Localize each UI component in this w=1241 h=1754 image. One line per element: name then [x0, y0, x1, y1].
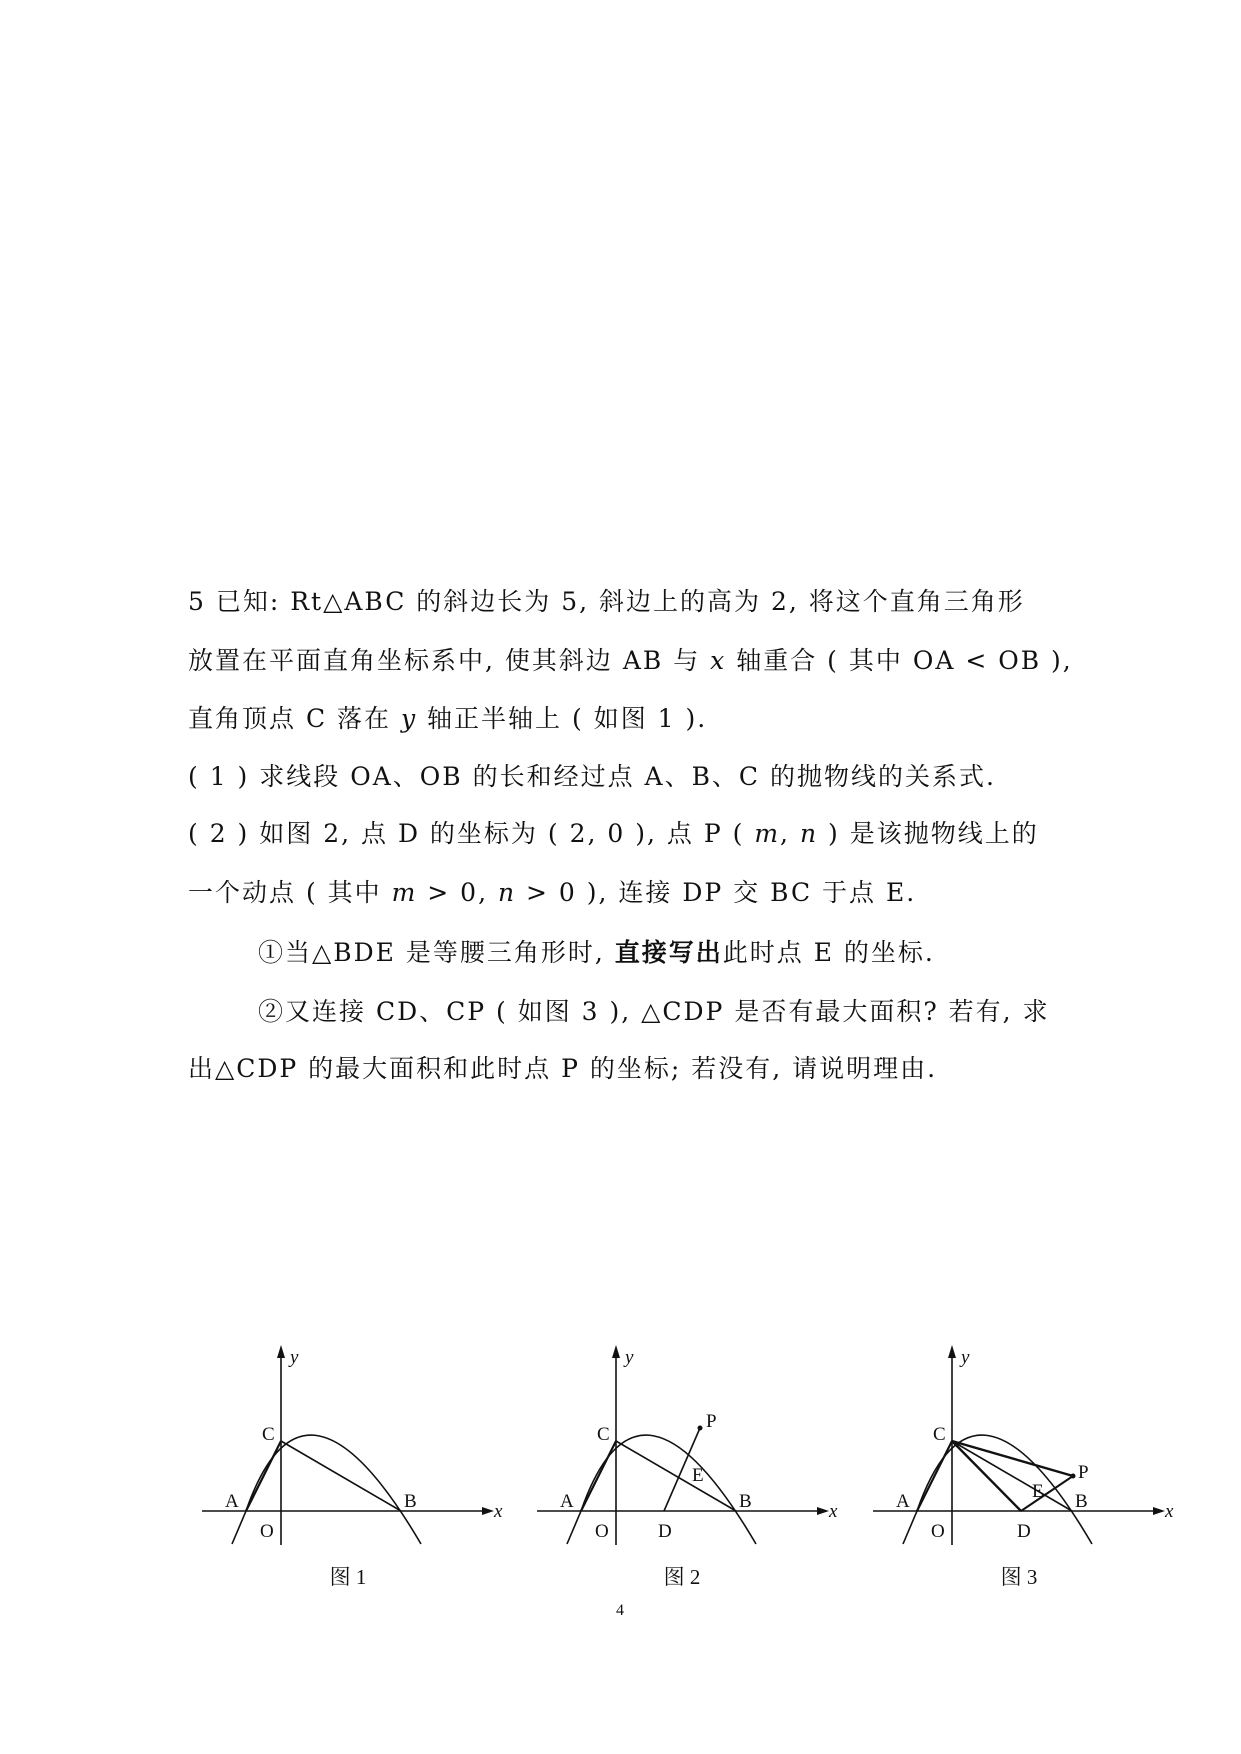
segment-AC: [917, 1441, 952, 1511]
label-C: C: [933, 1424, 946, 1445]
segment-AC: [581, 1441, 616, 1511]
y-axis-arrow-icon: [277, 1345, 285, 1358]
figure-2-caption: 图 2: [663, 1565, 701, 1589]
figure-1: [200, 1345, 503, 1555]
segment-DP: [1021, 1476, 1073, 1511]
figure-3-diagram: [871, 1345, 1174, 1555]
question-1: ( 1 ) 求线段 OA、OB 的长和经过点 A、B、C 的抛物线的关系式.: [188, 762, 996, 791]
label-y: y: [625, 1347, 634, 1368]
question-2-cont: 一个动点 ( 其中 m > 0, n > 0 ), 连接 DP 交 BC 于点 E.: [188, 878, 917, 907]
y-axis-arrow-icon: [948, 1345, 956, 1358]
label-P: P: [1078, 1462, 1089, 1483]
var-n: n: [799, 819, 819, 848]
label-x: x: [1165, 1501, 1174, 1522]
segment-AC: [246, 1441, 281, 1511]
label-O: O: [595, 1521, 609, 1542]
var-y: y: [400, 704, 418, 733]
page-number: 4: [616, 1602, 624, 1619]
label-x: x: [829, 1501, 838, 1522]
sub-question-2: ②又连接 CD、CP ( 如图 3 ), △CDP 是否有最大面积? 若有, 求: [258, 997, 1050, 1026]
segment-CB: [281, 1441, 401, 1511]
label-y: y: [290, 1347, 299, 1368]
figure-3: [871, 1345, 1174, 1555]
var-m: m: [391, 878, 418, 907]
label-O: O: [931, 1521, 945, 1542]
sub-question-2-cont: 出△CDP 的最大面积和此时点 P 的坐标; 若没有, 请说明理由.: [188, 1054, 938, 1083]
figure-2: [535, 1345, 838, 1555]
point-P: [698, 1426, 703, 1431]
label-x: x: [494, 1501, 503, 1522]
label-B: B: [1075, 1491, 1088, 1512]
label-D: D: [658, 1521, 672, 1542]
label-C: C: [597, 1424, 610, 1445]
label-A: A: [896, 1491, 910, 1512]
label-E: E: [1032, 1481, 1044, 1502]
question-2: ( 2 ) 如图 2, 点 D 的坐标为 ( 2, 0 ), 点 P ( m, n ) 是该抛物线上的: [188, 819, 1039, 848]
problem-line-3: 直角顶点 C 落在 y 轴正半轴上 ( 如图 1 ).: [188, 704, 708, 733]
emphasis-text: 直接写出: [614, 938, 723, 967]
x-axis-arrow-icon: [817, 1507, 829, 1515]
label-B: B: [739, 1491, 752, 1512]
sub-question-1: ①当△BDE 是等腰三角形时, 直接写出此时点 E 的坐标.: [258, 938, 935, 967]
label-C: C: [262, 1424, 275, 1445]
problem-line-2: 放置在平面直角坐标系中, 使其斜边 AB 与 x 轴重合 ( 其中 OA < OB ),: [188, 646, 1073, 675]
figure-3-caption: 图 3: [1000, 1565, 1038, 1589]
x-axis-arrow-icon: [482, 1507, 494, 1515]
var-n: n: [497, 878, 517, 907]
figure-2-diagram: [535, 1345, 838, 1555]
x-axis-arrow-icon: [1153, 1507, 1165, 1515]
label-B: B: [404, 1491, 417, 1512]
label-A: A: [225, 1491, 239, 1512]
segment-CB: [616, 1441, 736, 1511]
label-D: D: [1017, 1521, 1031, 1542]
label-P: P: [706, 1411, 717, 1432]
problem-line-1: 5 已知: Rt△ABC 的斜边长为 5, 斜边上的高为 2, 将这个直角三角形: [188, 587, 1025, 616]
var-m: m: [754, 819, 781, 848]
point-P: [1071, 1474, 1076, 1479]
label-y: y: [961, 1347, 970, 1368]
y-axis-arrow-icon: [612, 1345, 620, 1358]
label-A: A: [560, 1491, 574, 1512]
var-x: x: [710, 646, 727, 675]
label-E: E: [692, 1465, 704, 1486]
label-O: O: [260, 1521, 274, 1542]
figure-1-caption: 图 1: [329, 1565, 367, 1589]
figure-1-diagram: [200, 1345, 503, 1555]
